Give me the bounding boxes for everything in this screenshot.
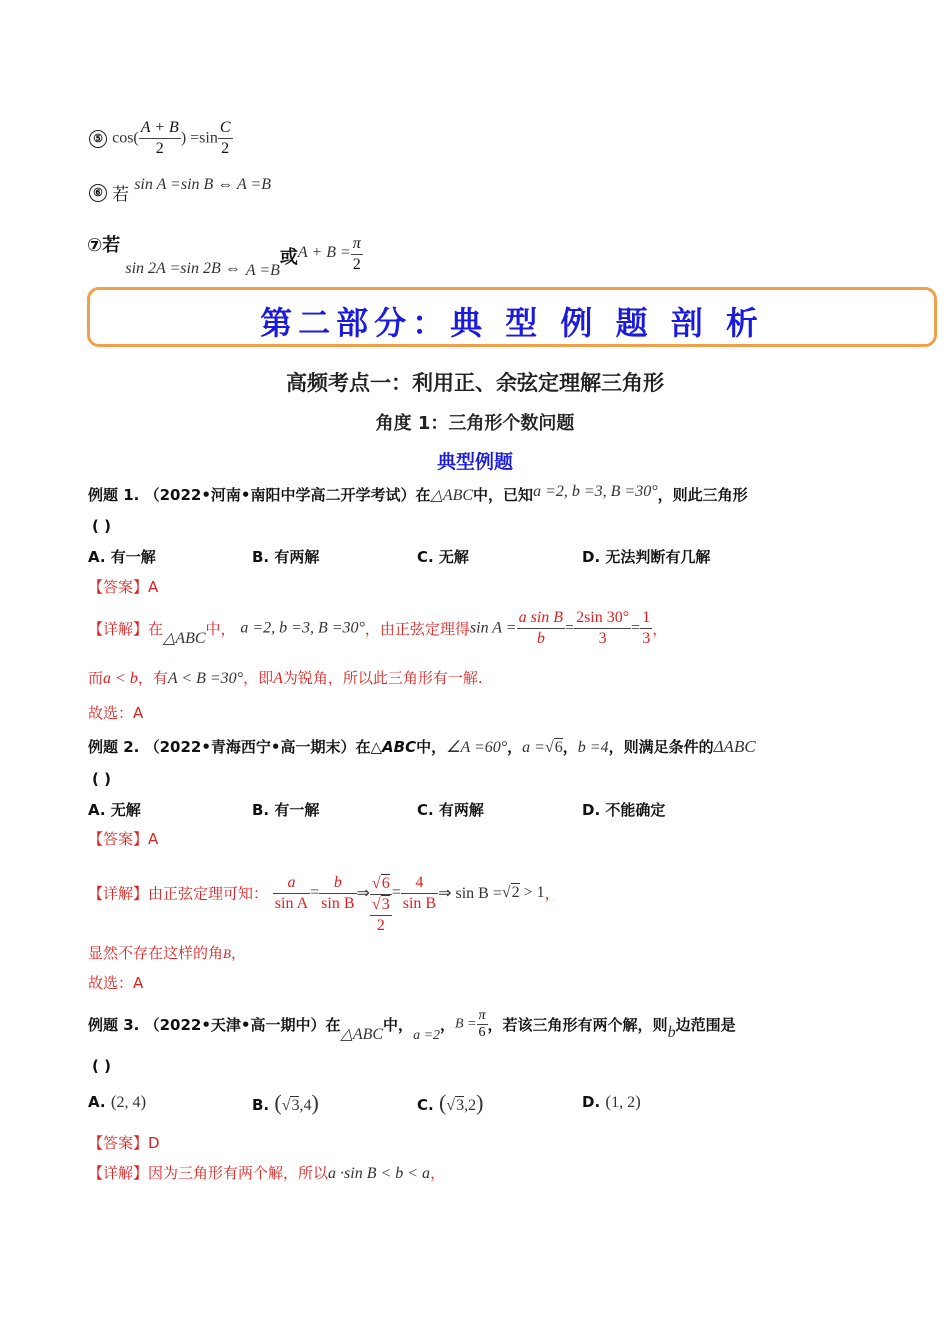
- example-2-paren: ( ): [92, 770, 111, 788]
- example-1-answer: 【答案】A: [88, 578, 159, 596]
- example-2-detail-line-2: [88, 942, 246, 963]
- example-3-stem-c: ，若该三角形有两个解，则: [487, 1016, 668, 1034]
- example-1-detail-label: 【详解】在: [88, 620, 164, 638]
- example-3-detail-end: ，: [430, 1164, 446, 1182]
- example-1-line2-e: ，即: [243, 669, 274, 687]
- section-banner: [87, 287, 937, 347]
- example-2-a-eq: a =: [522, 739, 545, 756]
- example-3-a-eq: a =2: [413, 1028, 441, 1043]
- example-2-implies-1: ⇒: [356, 885, 370, 902]
- example-1-line2-g: 为锐角，所以此三角形有一解.: [282, 669, 483, 687]
- identity-6-formula: sin A =sin B ⇔ A =B: [134, 176, 272, 193]
- circled-number-6: ⑥: [89, 184, 107, 202]
- example-2-line2-b: B: [223, 946, 231, 961]
- identity-5-lhs-prefix: cos(: [112, 129, 139, 147]
- example-2-line2-end: ，: [230, 944, 246, 962]
- example-1-detail-sina: sin A =: [469, 619, 517, 637]
- example-2-angle: ∠A =60°: [446, 739, 508, 756]
- example-1-stem-a: 例题 1. （2022•河南•南阳中学高二开学考试）在: [88, 486, 431, 504]
- identity-7: [87, 226, 363, 279]
- example-3-answer: 【答案】D: [88, 1134, 160, 1152]
- example-3-stem: [88, 1008, 736, 1041]
- example-2-a-sqrt: 6: [554, 739, 563, 756]
- typical-examples-heading: 典型例题: [436, 451, 513, 473]
- example-3-pi-fraction: $\frac{\pi}{6}$: [478, 1008, 486, 1040]
- example-3-option-d: D. (1, 2): [582, 1092, 641, 1111]
- example-1-option-d: D. 无法判断有几解: [582, 548, 711, 566]
- identity-6: [89, 176, 272, 205]
- example-1-detail-triangle: △ABC: [163, 630, 206, 647]
- example-1-eq-2: =: [631, 619, 641, 637]
- example-2-fraction-c: √6 √3 2: [371, 875, 390, 934]
- example-1-line2-b: a < b: [103, 670, 138, 687]
- example-2-comma-1: ，: [507, 738, 523, 756]
- example-2-detail-end: ，: [544, 884, 560, 903]
- example-1-fraction-3: $\frac{1}{3}$: [642, 609, 651, 647]
- example-1-line2-f: A: [273, 670, 283, 687]
- example-2-detail: 【详解】由正弦定理可知： $\frac{a}{\text{sin A}}$ = $\frac{b}{\text{sin B}}$ ⇒ √6 √3 2 = $\frac{4}{\text{sin B}}$ ⇒ sin B =√2 > 1，: [88, 873, 560, 934]
- example-1-detail-given: a =2, b =3, B =30°: [240, 619, 365, 637]
- example-3-b-eq: B =: [455, 1016, 477, 1032]
- example-3-option-c: C. (√3,2): [417, 1090, 484, 1115]
- example-2-stem: 例题 2. （2022•青海西宁•高一期末）在△ABC中，∠A =60°，a =√6，b =4，则满足条件的ΔABC: [88, 737, 756, 756]
- example-2-eq-1: =: [310, 884, 320, 901]
- example-2-detail-label: 【详解】由正弦定理可知：: [88, 884, 269, 903]
- example-2-gt: > 1: [523, 884, 545, 901]
- example-3-b-var: b: [667, 1024, 676, 1041]
- example-1-triangle: △ABC: [430, 487, 474, 504]
- identity-5-rhs-fraction: $\frac{C}{2}$: [219, 119, 231, 157]
- example-3-stem-d: 边范围是: [675, 1016, 736, 1034]
- example-2-fraction-a: $\frac{a}{\text{sin A}}$: [274, 873, 309, 912]
- example-1-detail-law: ，由正弦定理得: [364, 620, 470, 638]
- example-1-fraction-2: $\frac{2\sin 30^\circ}{3}$: [576, 609, 630, 647]
- identity-6-word: 若: [112, 185, 130, 205]
- example-3-detail-label: 【详解】因为三角形有两个解，所以: [88, 1164, 329, 1182]
- example-2-fraction-b: $\frac{b}{\text{sin B}}$: [321, 873, 355, 912]
- example-2-option-d: D. 不能确定: [582, 801, 666, 819]
- example-2-fraction-d: $\frac{4}{\text{sin B}}$: [402, 873, 437, 912]
- example-2-stem-triangle: ABC: [382, 738, 417, 756]
- identity-5-lhs-fraction: $\frac{A + B}{2}$: [140, 119, 179, 157]
- identity-7-formula-1: sin 2A =sin 2B ⇔: [125, 260, 241, 277]
- identity-7-word: 若: [102, 235, 121, 256]
- identity-5: [89, 118, 233, 159]
- example-3-detail: [88, 1162, 445, 1183]
- example-1-fraction-1: $\frac{\text{a sin B}}{b}$: [518, 609, 564, 647]
- angle-heading: 角度 1：三角形个数问题: [375, 413, 575, 434]
- example-3-stem-a: 例题 3. （2022•天津•高一期中）在: [88, 1016, 341, 1034]
- example-2-sqrt-2: 2: [511, 884, 520, 901]
- example-2-comma-2: ，: [562, 738, 578, 756]
- example-1-stem-b: 中，已知: [473, 486, 534, 504]
- example-1-detail-end: ，: [652, 620, 668, 638]
- example-2-delta: ΔABC: [713, 737, 756, 756]
- example-1-detail-mid: 中，: [205, 620, 236, 638]
- identity-7-pi-fraction: $\frac{\pi}{2}$: [352, 235, 361, 273]
- example-2-stem-b: 中，: [416, 738, 447, 756]
- example-2-option-c: C. 有两解: [417, 801, 484, 819]
- circled-number-7: ⑦: [87, 235, 103, 256]
- example-1-option-a: A. 有一解: [88, 548, 156, 566]
- example-2-option-a: A. 无解: [88, 801, 141, 819]
- example-3-stem-b: 中，: [383, 1016, 414, 1034]
- example-1-choose: 故选：A: [88, 704, 144, 722]
- example-1-detail-line-2: [88, 667, 483, 688]
- example-1-line2-d: A < B =30°: [167, 670, 244, 687]
- example-2-option-b: B. 有一解: [252, 801, 320, 819]
- example-1-given: a =2, b =3, B =30°: [533, 483, 658, 500]
- identity-7-formula-3: A + B =: [297, 244, 351, 261]
- example-1-option-c: C. 无解: [417, 548, 469, 566]
- example-2-answer: 【答案】A: [88, 830, 159, 848]
- example-3-option-b: B. (√3,4): [252, 1090, 319, 1115]
- example-1-stem: [88, 484, 748, 505]
- example-2-choose: 故选：A: [88, 974, 144, 992]
- example-1-line2-a: 而: [88, 669, 104, 687]
- example-2-line2-text: 显然不存在这样的角: [88, 944, 224, 962]
- example-1-line2-c: ，有: [137, 669, 168, 687]
- example-3-detail-inequality: a ·sin B < b < a: [328, 1165, 431, 1182]
- banner-title: 第二部分：典 型 例 题 剖 析: [260, 304, 764, 342]
- example-2-stem-a: 例题 2. （2022•青海西宁•高一期末）在△: [88, 738, 383, 756]
- example-3-triangle: △ABC: [340, 1026, 384, 1043]
- example-1-stem-c: ，则此三角形: [657, 486, 748, 504]
- identity-7-or: 或: [279, 247, 298, 268]
- example-2-implies-2: ⇒ sin B =: [438, 885, 502, 902]
- example-1-detail: [88, 608, 667, 649]
- example-3-paren: ( ): [92, 1057, 111, 1075]
- example-2-b-eq: b =4: [577, 739, 609, 756]
- section-heading: 高频考点一：利用正、余弦定理解三角形: [286, 371, 664, 395]
- example-2-stem-c: ，则满足条件的: [608, 738, 714, 756]
- example-1-eq-1: =: [565, 619, 575, 637]
- example-1-paren: ( ): [92, 517, 111, 535]
- identity-5-lhs-suffix: ) =sin: [180, 129, 218, 147]
- example-3-option-a: A. (2, 4): [88, 1092, 147, 1111]
- circled-number-5: ⑤: [89, 130, 107, 148]
- example-3-comma: ，: [440, 1016, 456, 1034]
- example-1-option-b: B. 有两解: [252, 548, 320, 566]
- identity-7-formula-2: A =B: [245, 262, 280, 279]
